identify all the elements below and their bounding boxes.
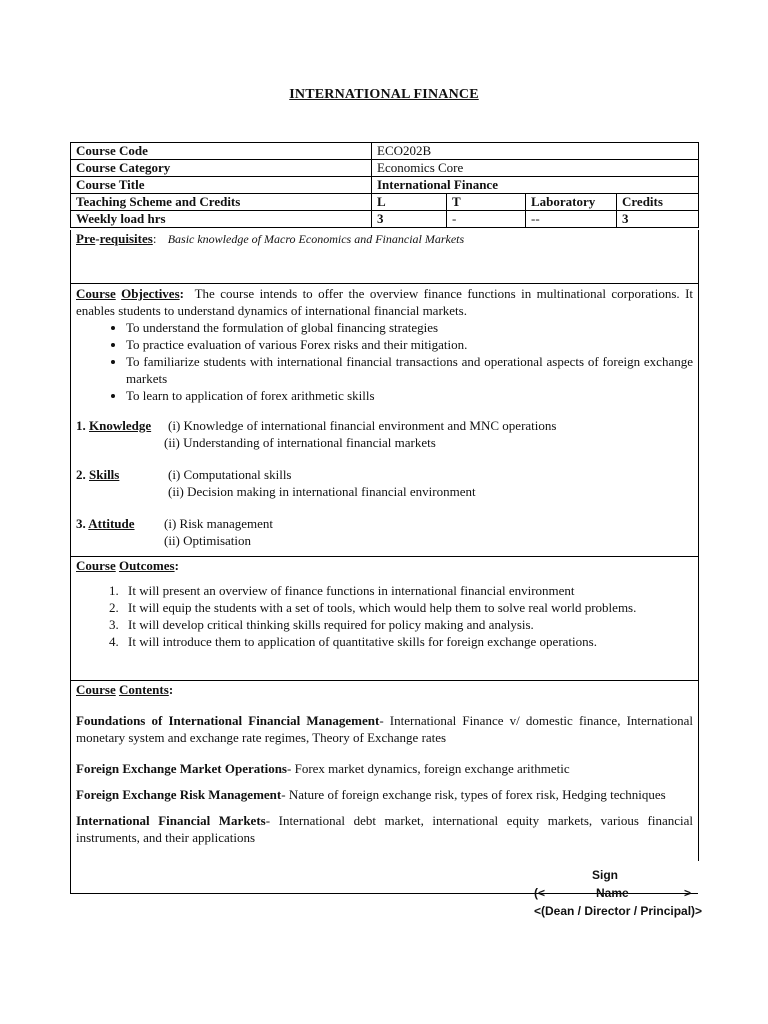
list-item: 4. It will introduce them to application of quantitative skills for foreign exchange operations. [122,633,693,650]
col-t-header: T [447,194,526,211]
list-item: • To understand the formulation of global financing strategies [126,319,693,336]
skills-heading: 2. Skills [76,467,120,482]
prerequisites-value: Basic knowledge of Macro Economics and Financial Markets [167,232,465,246]
table-row [71,143,699,160]
outcomes-label: Course Outcomes: [76,558,179,573]
val-l: 3 [372,211,447,228]
course-code-label: Course Code [71,143,372,160]
outcomes-list [76,582,693,650]
val-lab: -- [526,211,617,228]
table-row [71,211,699,228]
prerequisites-label: Pre-requisites [76,231,153,246]
course-title-label: Course Title [71,177,372,194]
attitude-item-1: (i) Risk management [164,516,274,531]
course-info-table [70,142,699,228]
col-lab-header: Laboratory [526,194,617,211]
course-code-value: ECO202B [372,143,699,160]
list-item: 2. It will equip the students with a set of tools, which would help them to solve real world problems. [122,599,693,616]
weekly-load-label: Weekly load hrs [71,211,372,228]
contents-label: Course Contents: [76,682,174,697]
knowledge-block [76,417,693,451]
val-t: - [447,211,526,228]
name-close: > [684,886,692,900]
table-row [71,160,699,177]
content-block: Foreign Exchange Risk Management- Nature of foreign exchange risk, types of forex risk, Hedging techniques [76,787,666,802]
objectives-section [70,284,699,557]
name-open: (< [534,886,546,900]
list-item: 1. It will present an overview of finance functions in international financial environment [122,582,693,599]
course-title-value: International Finance [372,177,699,194]
outcomes-section [70,557,699,681]
signature-block [520,866,720,920]
col-credits-header: Credits [617,194,699,211]
attitude-block [76,515,693,549]
list-item: • To familiarize students with international financial transactions and operational aspects of foreign exchange markets [126,353,693,387]
content-block: Foundations of International Financial Management- International Finance v/ domestic finance, International monetary system and exchange rate regimes, Theory of Exchange rates [76,713,693,745]
knowledge-heading: 1. Knowledge [76,418,152,433]
knowledge-item-1: (i) Knowledge of international financial environment and MNC operations [168,418,557,433]
attitude-item-2: (ii) Optimisation [164,533,252,548]
name-label: Name [596,886,629,900]
objectives-label: Course Objectives: [76,286,184,301]
list-item: • To practice evaluation of various Forex risks and their mitigation. [126,336,693,353]
table-row [71,177,699,194]
attitude-heading: 3. Attitude [76,516,135,531]
prerequisites-section: Pre-requisites: Basic knowledge of Macro Economics and Financial Markets [70,230,699,284]
sign-role: <(Dean / Director / Principal)> [534,904,703,918]
sign-label: Sign [592,868,618,882]
knowledge-item-2: (ii) Understanding of international financial markets [164,435,436,450]
document-title: INTERNATIONAL FINANCE [289,87,479,102]
val-credits: 3 [617,211,699,228]
skills-item-2: (ii) Decision making in international financial environment [168,484,476,499]
skills-item-1: (i) Computational skills [168,467,292,482]
course-category-label: Course Category [71,160,372,177]
skills-block [76,466,693,500]
objectives-list [76,319,693,404]
objectives-intro: Course Objectives: The course intends to offer the overview finance functions in multinational corporations. It enables students to understand dynamics of international financial markets. [76,286,694,318]
col-l-header: L [372,194,447,211]
teaching-scheme-label: Teaching Scheme and Credits [71,194,372,211]
sign-name-row [520,884,720,902]
content-block: International Financial Markets- International debt market, international equity markets, various financial instruments, and their applications [76,813,693,845]
content-block: Foreign Exchange Market Operations- Forex market dynamics, foreign exchange arithmetic [76,761,570,776]
contents-section [70,681,698,894]
list-item: 3. It will develop critical thinking skills required for policy making and analysis. [122,616,693,633]
divider [698,681,699,861]
table-row [71,194,699,211]
course-category-value: Economics Core [372,160,699,177]
list-item: • To learn to application of forex arithmetic skills [126,387,693,404]
